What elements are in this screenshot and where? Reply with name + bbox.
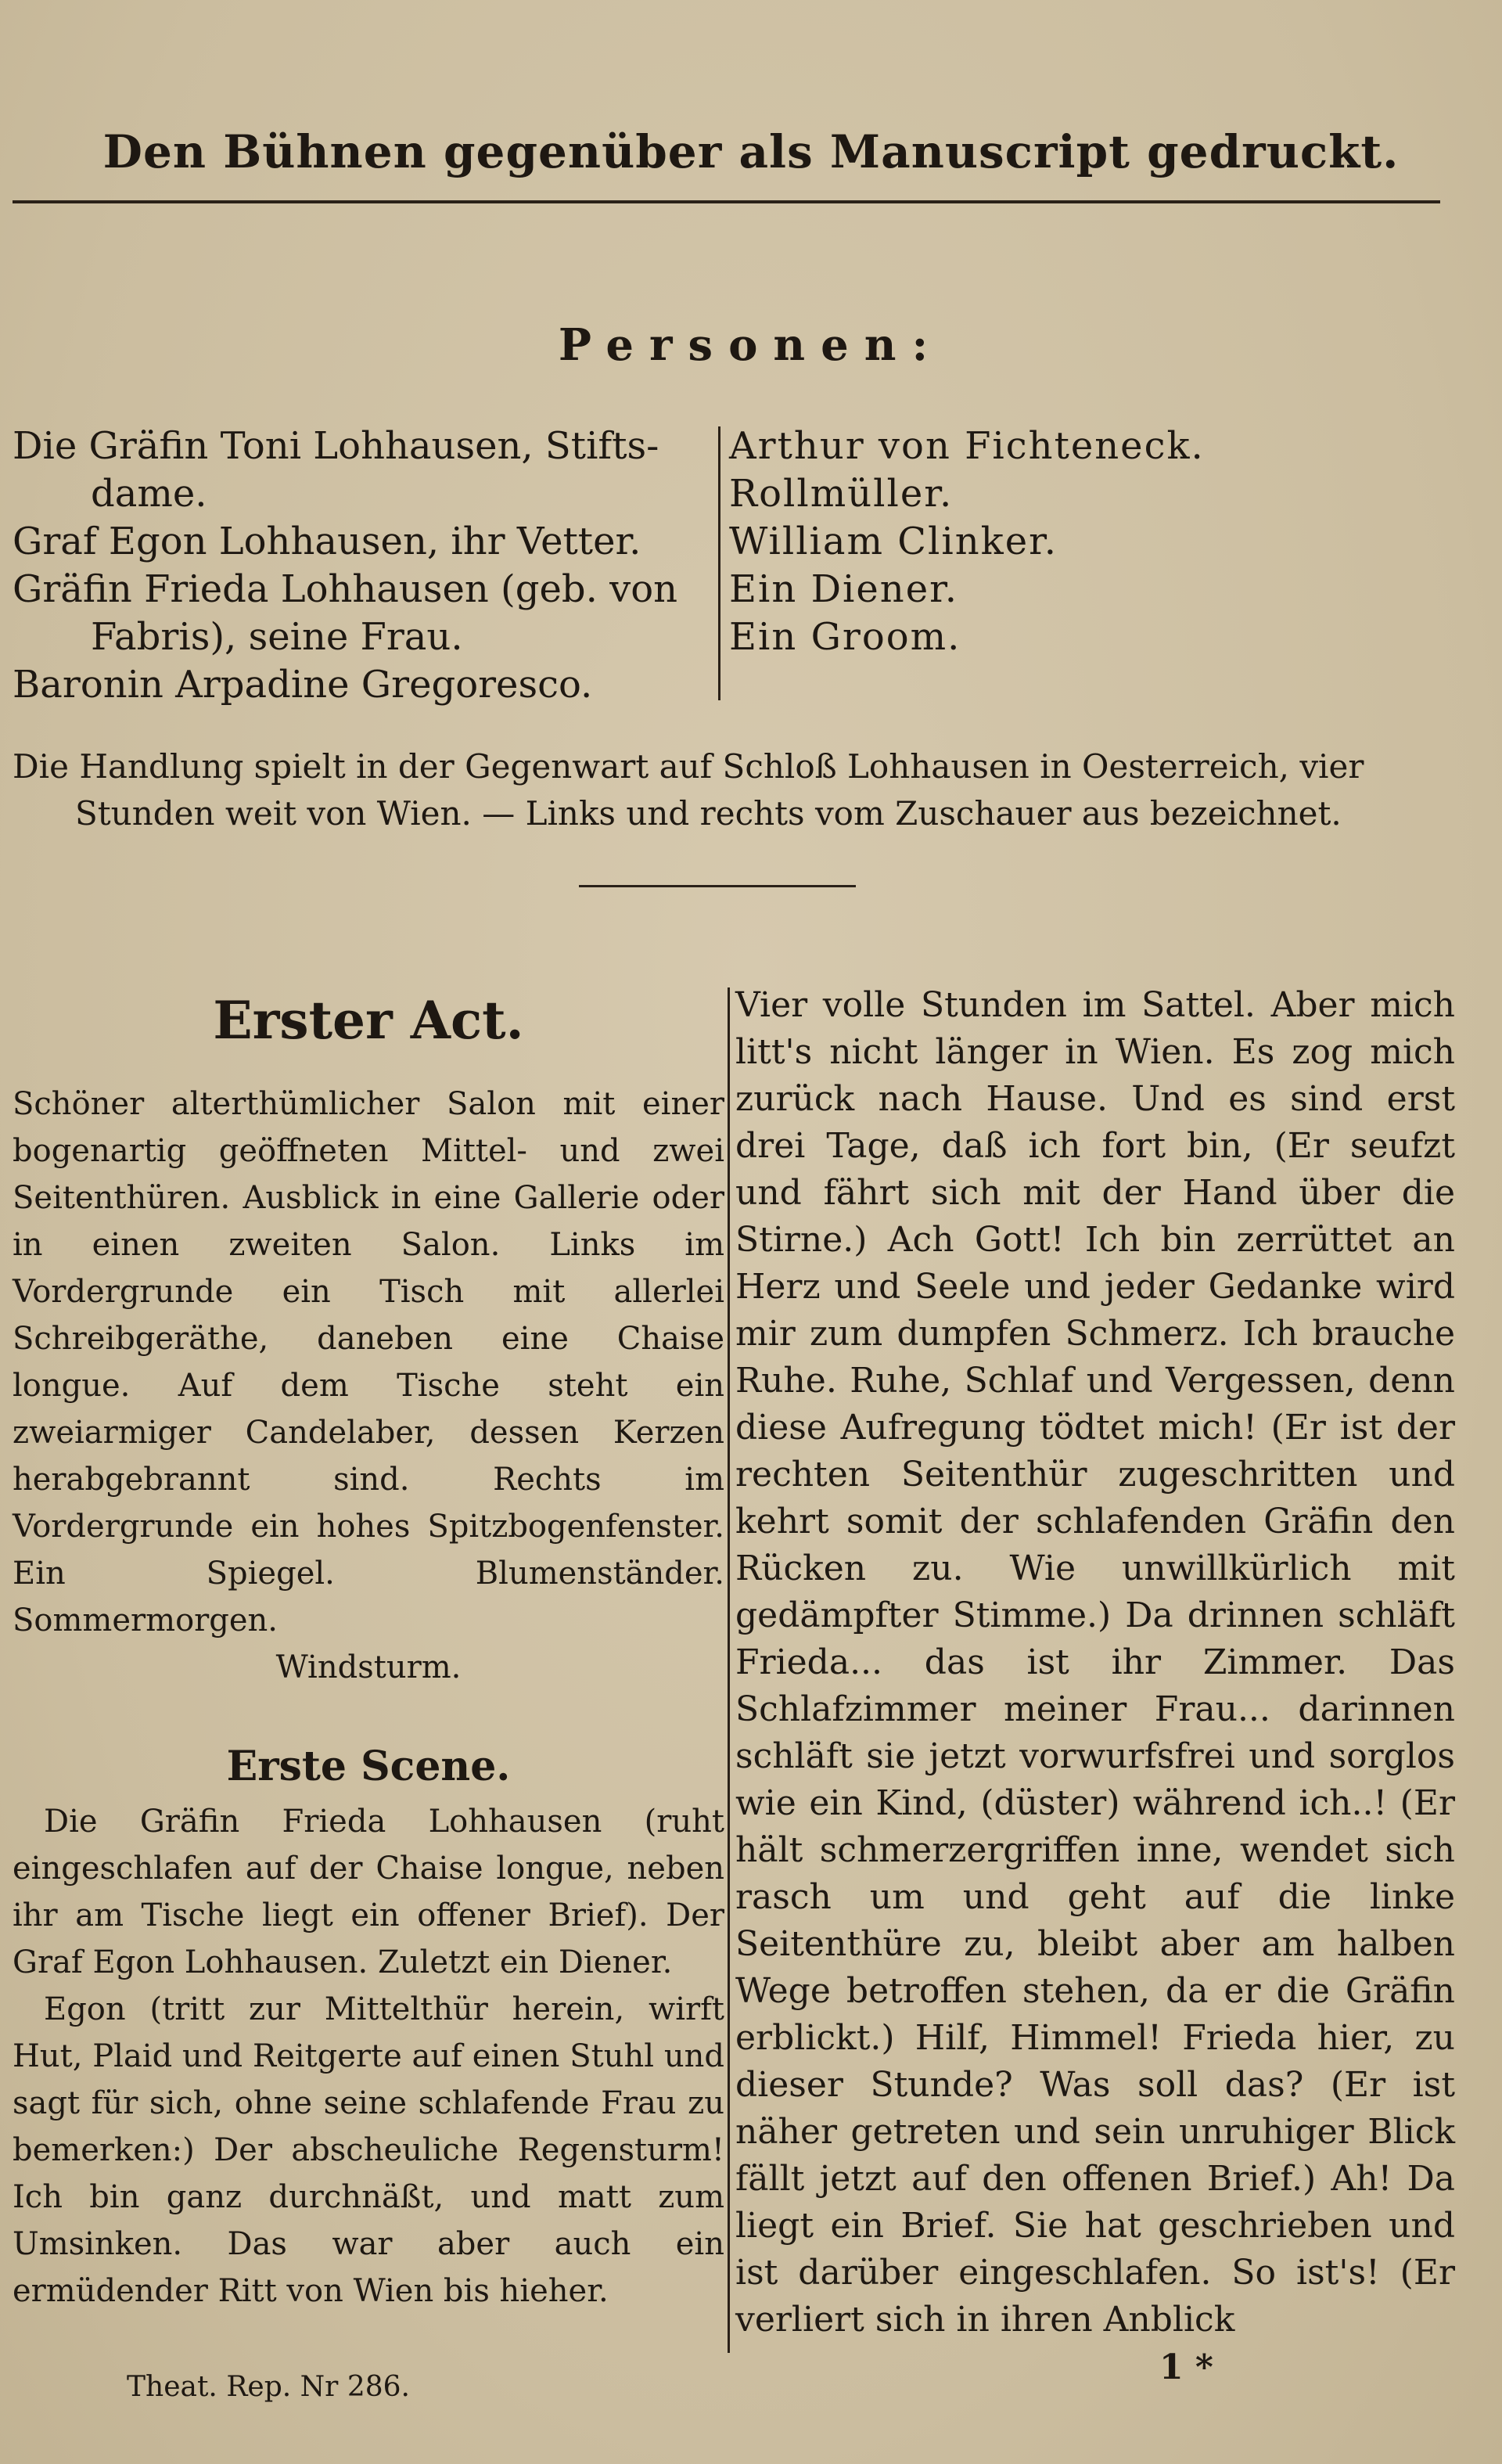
header-rule <box>13 200 1440 203</box>
section-rule <box>579 885 856 887</box>
cast-entry: William Clinker. <box>729 520 1058 563</box>
setting-line: Die Handlung spielt in der Gegenwart auf Schloß Lohhausen in Oesterreich, vier <box>13 747 1364 786</box>
right-column <box>735 982 1455 2343</box>
cast-entry: Rollmüller. <box>729 472 954 516</box>
cast-list-left <box>13 423 709 709</box>
cast-entry: Gräfin Frieda Lohhausen (geb. von <box>13 567 678 611</box>
cast-list-right <box>729 423 1433 661</box>
cast-entry: Ein Diener. <box>729 567 959 611</box>
cast-entry: Graf Egon Lohhausen, ihr Vetter. <box>13 520 641 563</box>
act-title: Erster Act. <box>213 990 524 1051</box>
cast-entry: dame. <box>91 472 207 516</box>
dialogue-continued: Vier volle Stunden im Sattel. Aber mich litt's nicht länger in Wien. Es zog mich zurück nach Hause. Und es sind erst drei Tage, daß ich fort bin, (Er seufzt und fährt sich mit der Hand über die Stirne.) Ach Gott! Ich bin zerrüttet an Herz und Seele und jeder Gedanke wird mir zum dumpfen Schmerz. Ich brauche Ruhe. Ruhe, Schlaf und Vergessen, denn diese Aufregung tödtet mich! (Er ist der rechten Seitenthür zugeschritten und kehrt somit der schlafenden Gräfin den Rücken zu. Wie unwillkürlich mit gedämpfter Stimme.) Da drinnen schläft Frieda... das ist ihr Zimmer. Das Schlafzimmer meiner Frau... darinnen schläft sie jetzt vorwurfsfrei und sorglos wie ein Kind, (düster) während ich..! (Er hält schmerzergriffen inne, wendet sich rasch um und geht auf die linke Seitenthüre zu, bleibt aber am halben Wege betroffen stehen, da er die Gräfin erblickt.) Hilf, Himmel! Frieda hier, zu dieser Stunde? Was soll das? (Er ist näher getreten und sein unruhiger Blick fällt jetzt auf den offenen Brief.) Ah! Da liegt ein Brief. Sie hat geschrieben und ist darüber eingeschlafen. So ist's! (Er verliert sich in ihren Anblick <box>735 985 1455 2340</box>
cast-entry: Die Gräfin Toni Lohhausen, Stifts- <box>13 424 659 468</box>
setting-note <box>13 743 1452 837</box>
cast-entry: Fabris), seine Frau. <box>91 615 463 659</box>
personen-heading: Personen: <box>558 319 944 371</box>
page-header: Den Bühnen gegenüber als Manuscript gedruckt. <box>102 125 1400 178</box>
cast-entry: Ein Groom. <box>729 615 961 659</box>
footer-page-mark: 1 * <box>1159 2347 1213 2387</box>
cast-entry: Arthur von Fichteneck. <box>729 424 1205 468</box>
cast-entry: Baronin Arpadine Gregoresco. <box>13 663 593 707</box>
stage-direction-end: Windsturm. <box>275 1649 462 1685</box>
stage-direction: Schöner alterthümlicher Salon mit einer bogenartig geöffneten Mittel- und zwei Seitenthüren. Ausblick in eine Gallerie oder in einen zweiten Salon. Links im Vordergrunde ein Tisch mit allerlei Schreibgeräthe, daneben eine Chaise longue. Auf dem Tische steht ein zweiarmiger Candelaber, dessen Kerzen herabgebrannt sind. Rechts im Vordergrunde ein hohes Spitzbogenfenster. Ein Spiegel. Blumenständer. Sommermorgen. <box>13 1086 724 1638</box>
scene-cast: Die Gräfin Frieda Lohhausen (ruht eingeschlafen auf der Chaise longue, neben ihr am Tische liegt ein offener Brief). Der Graf Egon Lohhausen. Zuletzt ein Diener. <box>13 1804 724 1980</box>
left-column <box>13 990 724 2315</box>
cast-divider <box>718 426 720 700</box>
dialogue-egon: Egon (tritt zur Mittelthür herein, wirft Hut, Plaid und Reitgerte auf einen Stuhl und sagt für sich, ohne seine schlafende Frau zu bemerken:) Der abscheuliche Regensturm! Ich bin ganz durchnäßt, und matt zum Umsinken. Das war aber auch ein ermüdender Ritt von Wien bis hieher. <box>13 1991 724 2309</box>
column-divider <box>728 987 730 2353</box>
scene-title: Erste Scene. <box>226 1743 511 1790</box>
setting-line: Stunden weit von Wien. — Links und rechts vom Zuschauer aus bezeichnet. <box>75 794 1342 833</box>
footer-signature: Theat. Rep. Nr 286. <box>127 2371 410 2403</box>
